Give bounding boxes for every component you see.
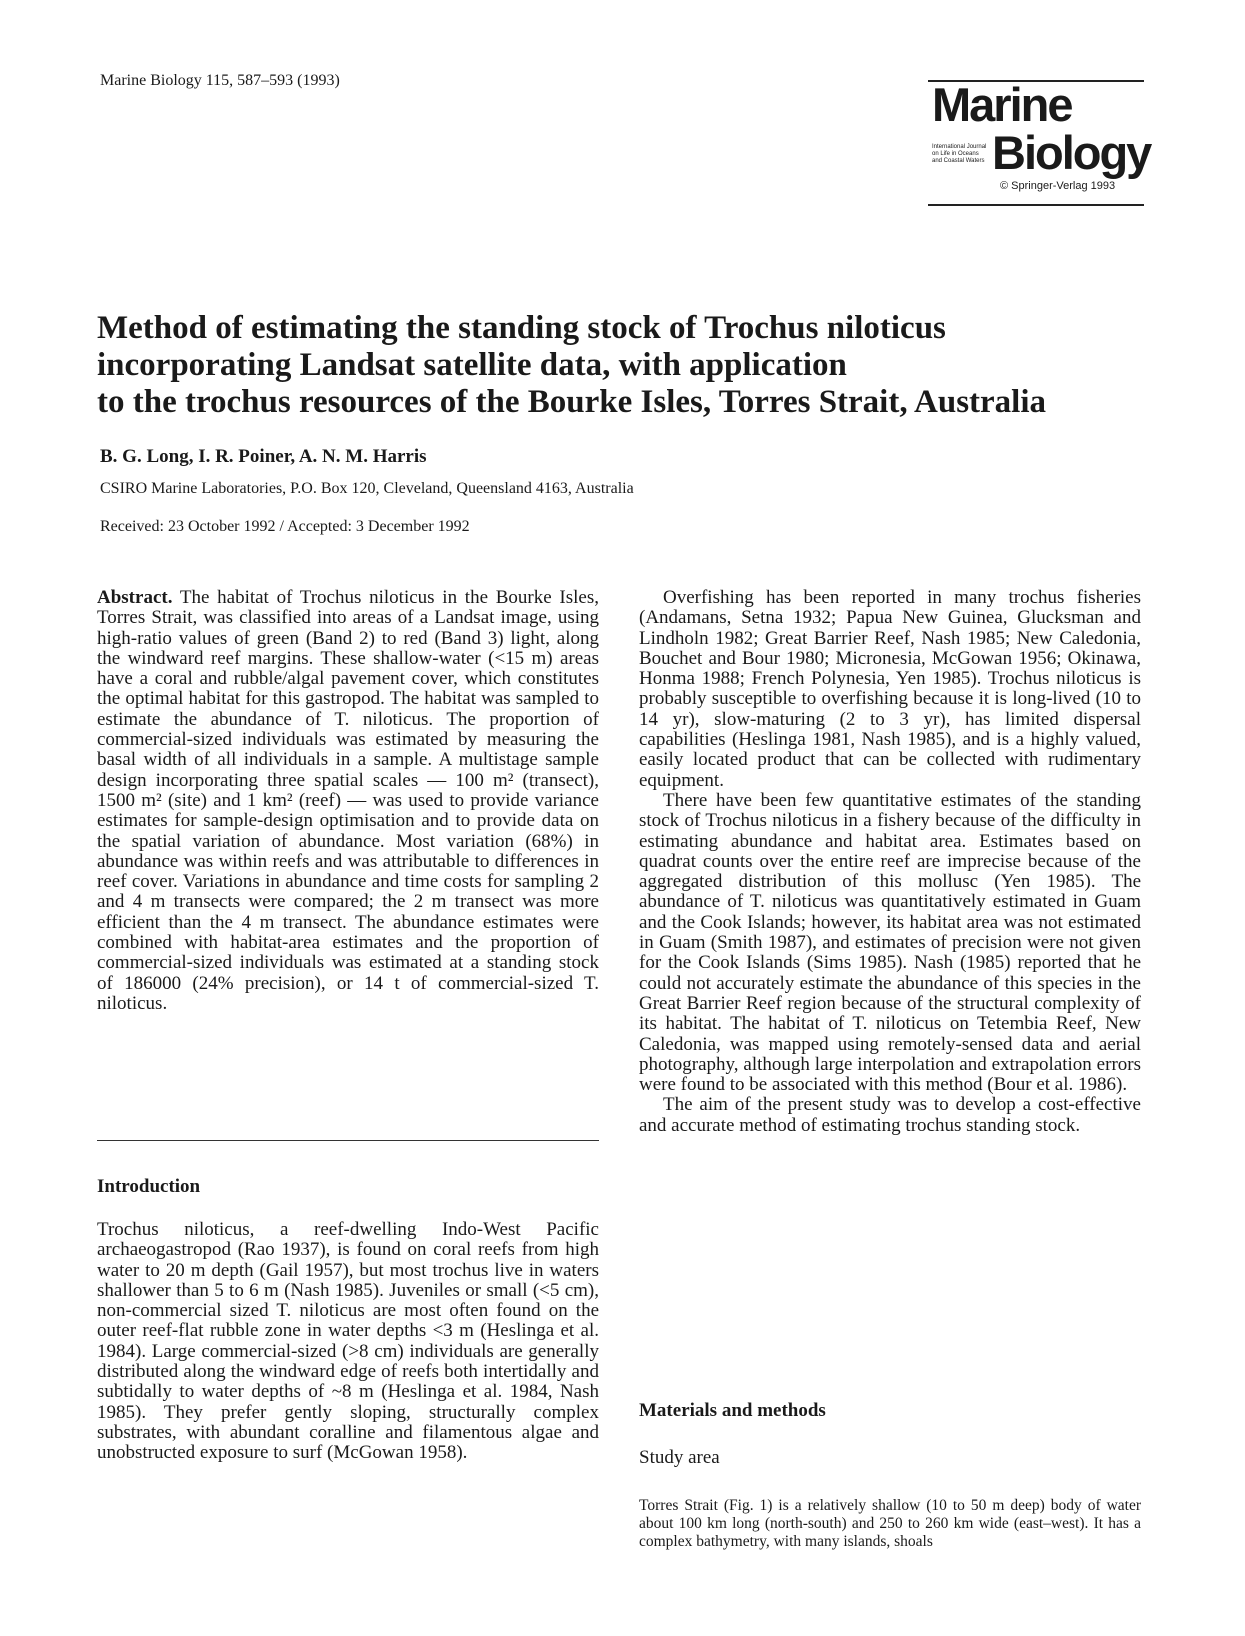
logo-tagline-line: International Journal xyxy=(932,144,987,150)
introduction-body xyxy=(97,1220,599,1464)
right-paragraph-2: There have been few quantitative estimates of the standing stock of Trochus niloticus in a fishery because of the difficulty in estimating abundance and habitat area. Estimates based on quadrat counts over the entire reef are imprecise because of the aggregated distribution of this mollusc (Yen 1985). The abundance of T. niloticus was quantitatively estimated in Guam and the Cook Islands; however, its habitat area was not estimated in Guam (Smith 1987), and estimates of precision were not given for the Cook Islands (Sims 1985). Nash (1985) reported that he could not accurately estimate the abundance of this species in the Great Barrier Reef region because of the structural complexity of its habitat. The habitat of T. niloticus on Tetembia Reef, New Caledonia, was mapped using remotely-sensed data and aerial photography, although large interpolation and extrapolation errors were found to be associated with this method (Bour et al. 1986). xyxy=(639,789,1141,1096)
logo-word-biology: Biology xyxy=(992,126,1151,179)
right-column-body xyxy=(639,588,1141,1136)
section-divider xyxy=(97,1140,599,1141)
introduction-heading: Introduction xyxy=(97,1176,201,1197)
study-area-subheading: Study area xyxy=(639,1447,720,1468)
logo-bottom-rule xyxy=(928,204,1144,206)
study-area-paragraph: Torres Strait (Fig. 1) is a relatively shallow (10 to 50 m deep) body of water about 100 km long (north-south) and 250 to 260 km wide (east–west). It has a complex bathymetry, with many islands, shoals xyxy=(639,1497,1141,1550)
logo-copyright: © Springer-Verlag 1993 xyxy=(1000,180,1116,192)
study-area-text xyxy=(639,1497,1141,1551)
affiliation: CSIRO Marine Laboratories, P.O. Box 120, Cleveland, Queensland 4163, Australia xyxy=(100,480,634,497)
abstract-label: Abstract. xyxy=(97,587,173,608)
logo-tagline xyxy=(932,144,992,165)
journal-citation: Marine Biology 115, 587–593 (1993) xyxy=(100,72,340,89)
abstract xyxy=(97,588,599,1014)
article-title xyxy=(97,310,1157,421)
received-accepted-dates: Received: 23 October 1992 / Accepted: 3 December 1992 xyxy=(100,518,470,535)
title-line: to the trochus resources of the Bourke Isles, Torres Strait, Australia xyxy=(97,384,1047,420)
logo-tagline-line: on Life in Oceans xyxy=(932,151,979,157)
title-line: Method of estimating the standing stock of Trochus niloticus xyxy=(97,310,946,346)
title-line: incorporating Landsat satellite data, with application xyxy=(97,347,847,383)
methods-heading: Materials and methods xyxy=(639,1400,826,1421)
authors: B. G. Long, I. R. Poiner, A. N. M. Harris xyxy=(100,446,427,467)
logo-tagline-line: and Coastal Waters xyxy=(932,158,985,164)
abstract-text: The habitat of Trochus niloticus in the Bourke Isles, Torres Strait, was classified into areas of a Landsat image, using high-ratio values of green (Band 2) to red (Band 3) light, along the windward reef margins. These shallow-water (<15 m) areas have a coral and rubble/algal pavement cover, which constitutes the optimal habitat for this gastropod. The habitat was sampled to estimate the abundance of T. niloticus. The proportion of commercial-sized individuals was estimated by measuring the basal width of all individuals in a sample. A multistage sample design incorporating three spatial scales — 100 m² (transect), 1500 m² (site) and 1 km² (reef) — was used to provide variance estimates for sample-design optimisation and to provide data on the spatial variation of abundance. Most variation (68%) in abundance was within reefs and was attributable to differences in reef cover. Variations in abundance and time costs for sampling 2 and 4 m transects were compared; the 2 m transect was more efficient than the 4 m transect. The abundance estimates were combined with habitat-area estimates and the proportion of commercial-sized individuals was estimated at a standing stock of 186000 (24% precision), or 14 t of commercial-sized T. niloticus. xyxy=(97,587,599,1014)
logo-word-marine: Marine xyxy=(932,78,1072,131)
introduction-paragraph: Trochus niloticus, a reef-dwelling Indo-West Pacific archaeogastropod (Rao 1937), is found on coral reefs from high water to 20 m depth (Gail 1957), but most trochus live in waters shallower than 5 to 6 m (Nash 1985). Juveniles or small (<5 cm), non-commercial sized T. niloticus are most often found on the outer reef-flat rubble zone in water depths <3 m (Heslinga et al. 1984). Large commercial-sized (>8 cm) individuals are generally distributed along the windward edge of reefs both intertidally and subtidally to water depths of ~8 m (Heslinga et al. 1984, Nash 1985). They prefer gently sloping, structurally complex substrates, with abundant coralline and filamentous algae and unobstructed exposure to surf (McGowan 1958). xyxy=(97,1219,599,1464)
right-paragraph-3: The aim of the present study was to develop a cost-effective and accurate method of estimating trochus standing stock. xyxy=(639,1094,1141,1136)
right-paragraph-1: Overfishing has been reported in many trochus fisheries (Andamans, Setna 1932; Papua New Guinea, Glucksman and Lindholn 1982; Great Barrier Reef, Nash 1985; New Caledonia, Bouchet and Bour 1980; Micronesia, McGowan 1956; Okinawa, Honma 1988; French Polynesia, Yen 1985). Trochus niloticus is probably susceptible to overfishing because it is long-lived (10 to 14 yr), slow-maturing (2 to 3 yr), has limited dispersal capabilities (Heslinga 1981, Nash 1985), and is a highly valued, easily located product that can be collected with rudimentary equipment. xyxy=(639,587,1141,791)
